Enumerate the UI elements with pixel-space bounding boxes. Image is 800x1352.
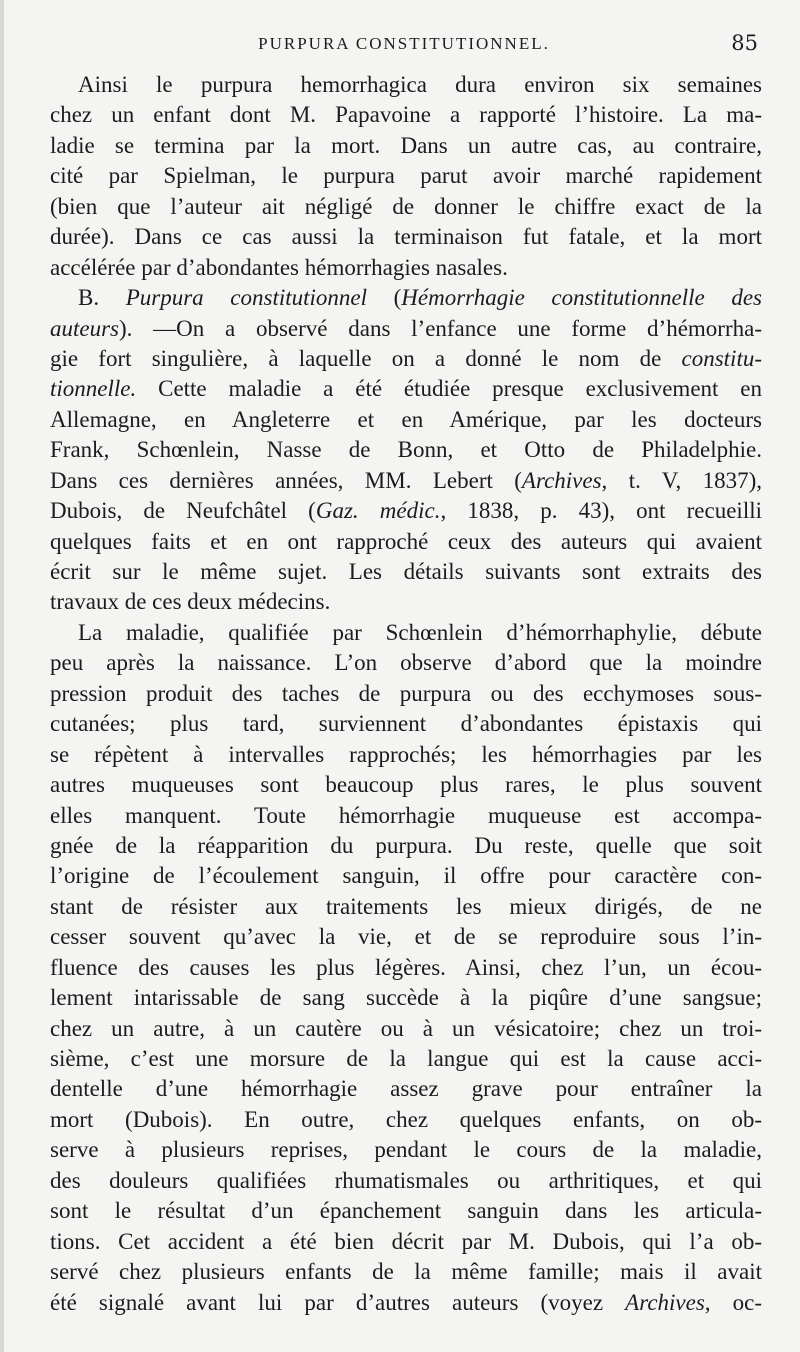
text-segment: , t. V, 1837),	[601, 467, 762, 493]
text-line: se répètent à intervalles rapprochés; les hémorrhagies par les	[50, 741, 762, 767]
text-line: (bien que l’auteur ait négligé de donner le chiffre exact de la	[50, 193, 762, 219]
text-line: autres muqueuses sont beaucoup plus rares, le plus souvent	[50, 772, 762, 798]
running-title: PURPURA CONSTITUTIONNEL.	[258, 34, 550, 53]
text-line	[50, 344, 762, 374]
text-line: Allemagne, en Angleterre et en Amérique, par les docteurs	[50, 406, 762, 432]
text-line: peu après la naissance. L’on observe d’abord que la moindre	[50, 650, 762, 676]
text-line: serve à plusieurs reprises, pendant le cours de la maladie,	[50, 1137, 762, 1163]
text-line: tions. Cet accident a été bien décrit par M. Dubois, qui l’a ob-	[50, 1228, 762, 1254]
text-line: écrit sur le même sujet. Les détails suivants sont extraits des	[50, 559, 762, 584]
text-line: Frank, Schœnlein, Nasse de Bonn, et Otto de Philadelphie.	[50, 437, 762, 463]
text-segment: ). —On a observé dans l’enfance une forme d’hémorrha-	[119, 315, 762, 341]
text-line: stant de résister aux traitements les mieux dirigés, de ne	[50, 893, 762, 919]
text-line: ladie se termina par la mort. Dans un autre cas, au contraire,	[50, 132, 762, 158]
text-segment: , oc-	[704, 1289, 762, 1315]
text-line: fluence des causes les plus légères. Ainsi, chez l’un, un écou-	[50, 954, 762, 980]
italic-segment: Gaz. médic.	[315, 498, 441, 524]
text-line: gnée de la réapparition du purpura. Du reste, quelle que soit	[50, 832, 762, 858]
italic-segment: constitu-	[681, 345, 762, 371]
text-line: accélérée par d’abondantes hémorrhagies nasales.	[50, 254, 508, 280]
text-line: servé chez plusieurs enfants de la même famille; mais il avait	[50, 1259, 762, 1285]
text-line: Ainsi le purpura hemorrhagica dura environ six semaines	[78, 72, 762, 97]
italic-segment: Hémorrhagie constitutionnelle des	[401, 285, 762, 311]
text-line	[50, 496, 762, 526]
text-line: cesser souvent qu’avec la vie, et de se reproduire sous l’in-	[50, 924, 762, 950]
text-line	[50, 374, 762, 404]
text-line: chez un enfant dont M. Papavoine a rapporté l’histoire. La ma-	[50, 102, 762, 128]
text-segment: été signalé avant lui par d’autres auteurs (voyez	[50, 1289, 626, 1315]
text-line: elles manquent. Toute hémorrhagie muqueuse est accompa-	[50, 802, 762, 828]
text-line	[50, 466, 762, 496]
text-line	[50, 1288, 762, 1318]
text-line: sont le résultat d’un épanchement sanguin dans les articula-	[50, 1198, 762, 1224]
text-line: travaux de ces deux médecins.	[50, 589, 331, 615]
text-line: quelques faits et en ont rapproché ceux des auteurs qui avaient	[50, 528, 762, 554]
text-line: des douleurs qualifiées rhumatismales ou arthritiques, et qui	[50, 1167, 762, 1193]
text-segment: Dans ces dernières années, MM. Lebert (	[50, 467, 522, 493]
text-line: cité par Spielman, le purpura parut avoir marché rapidement	[50, 163, 762, 189]
page-number: 85	[731, 31, 758, 55]
text-line: pression produit des taches de purpura ou des ecchymoses sous-	[50, 680, 762, 706]
text-segment: Cette maladie a été étudiée presque exclusivement en	[136, 376, 762, 402]
text-segment: (	[367, 285, 402, 311]
text-segment: B.	[78, 285, 126, 311]
text-line: cutanées; plus tard, surviennent d’abondantes épistaxis qui	[50, 711, 762, 737]
italic-segment: tionnelle.	[50, 376, 137, 402]
italic-segment: auteurs	[50, 315, 119, 341]
text-line: chez un autre, à un cautère ou à un vésicatoire; chez un troi-	[50, 1015, 762, 1041]
text-segment: , 1838, p. 43), ont recueilli	[440, 498, 762, 524]
italic-segment: Archives	[521, 467, 602, 493]
text-segment: Dubois, de Neufchâtel (	[50, 498, 316, 524]
text-line: La maladie, qualifiée par Schœnlein d’hémorrhaphylie, débute	[78, 619, 762, 645]
body-text	[50, 70, 762, 1318]
text-line: mort (Dubois). En outre, chez quelques enfants, on ob-	[50, 1106, 762, 1132]
text-line: lement intarissable de sang succède à la piqûre d’une sangsue;	[50, 985, 762, 1011]
running-head	[50, 31, 758, 62]
text-segment: gie fort singulière, à laquelle on a donné le nom de	[50, 345, 682, 371]
text-line: dentelle d’une hémorrhagie assez grave pour entraîner la	[50, 1076, 762, 1102]
text-line	[50, 314, 762, 344]
text-line: sième, c’est une morsure de la langue qui est la cause acci-	[50, 1046, 762, 1071]
italic-segment: Purpura constitutionnel	[125, 285, 367, 311]
text-line	[50, 283, 762, 313]
text-line: durée). Dans ce cas aussi la terminaison fut fatale, et la mort	[50, 224, 762, 250]
text-line: l’origine de l’écoulement sanguin, il offre pour caractère con-	[50, 863, 762, 889]
italic-segment: Archives	[625, 1289, 705, 1315]
